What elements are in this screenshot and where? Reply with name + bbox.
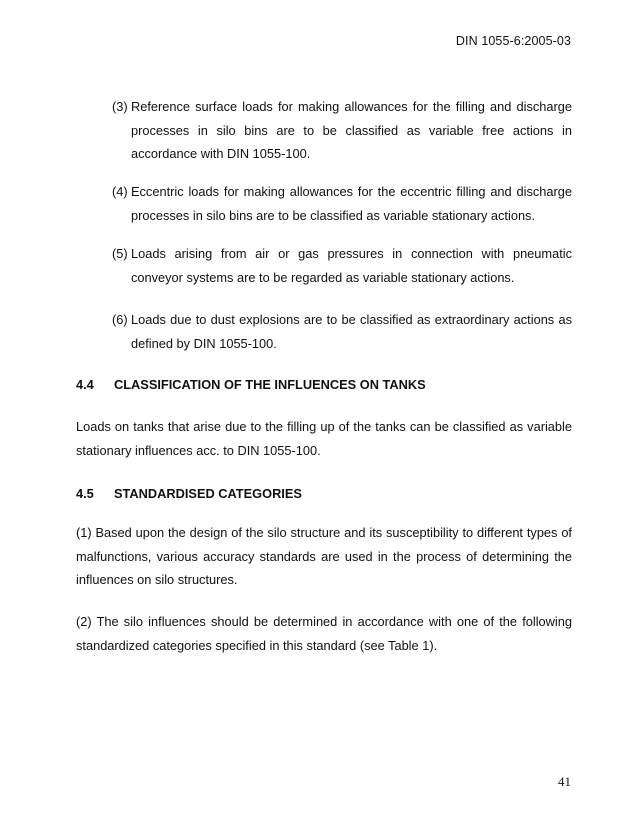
section-title: CLASSIFICATION OF THE INFLUENCES ON TANKS [114, 377, 426, 392]
list-item [112, 180, 572, 227]
section-title: STANDARDISED CATEGORIES [114, 486, 302, 501]
list-item-text: Loads arising from air or gas pressures in connection with pneumatic conveyor systems are to be regarded as variable stationary actions. [131, 246, 572, 285]
page-number: 41 [558, 774, 571, 789]
body-paragraph: Loads on tanks that arise due to the filling up of the tanks can be classified as variable stationary influences acc. to DIN 1055-100. [76, 419, 572, 458]
list-item-marker: (4) [112, 184, 128, 199]
section-number: 4.4 [76, 377, 94, 392]
document-reference-header: DIN 1055-6:2005-03 [455, 34, 571, 48]
section-heading-4-5 [76, 486, 302, 501]
section-number: 4.5 [76, 486, 94, 501]
list-item-text: Loads due to dust explosions are to be classified as extraordinary actions as defined by DIN 1055-100. [131, 312, 572, 351]
list-item [112, 242, 572, 289]
list-item-text: Eccentric loads for making allowances for the eccentric filling and discharge processes in silo bins are to be classified as variable stationary actions. [131, 184, 572, 223]
list-item-text: Reference surface loads for making allowances for the filling and discharge processes in silo bins are to be classified as variable free actions in accordance with DIN 1055-100. [131, 99, 572, 161]
list-item [112, 95, 572, 166]
list-item [112, 308, 572, 355]
list-item-marker: (3) [112, 99, 128, 114]
list-item-marker: (5) [112, 246, 128, 261]
body-paragraph: (2) The silo influences should be determined in accordance with one of the following standardized categories specified in this standard (see Table 1). [76, 614, 572, 653]
body-paragraph: (1) Based upon the design of the silo structure and its susceptibility to different types of malfunctions, various accuracy standards are used in the process of determining the influences on silo structures. [76, 525, 572, 587]
section-heading-4-4 [76, 377, 426, 392]
list-item-marker: (6) [112, 312, 128, 327]
